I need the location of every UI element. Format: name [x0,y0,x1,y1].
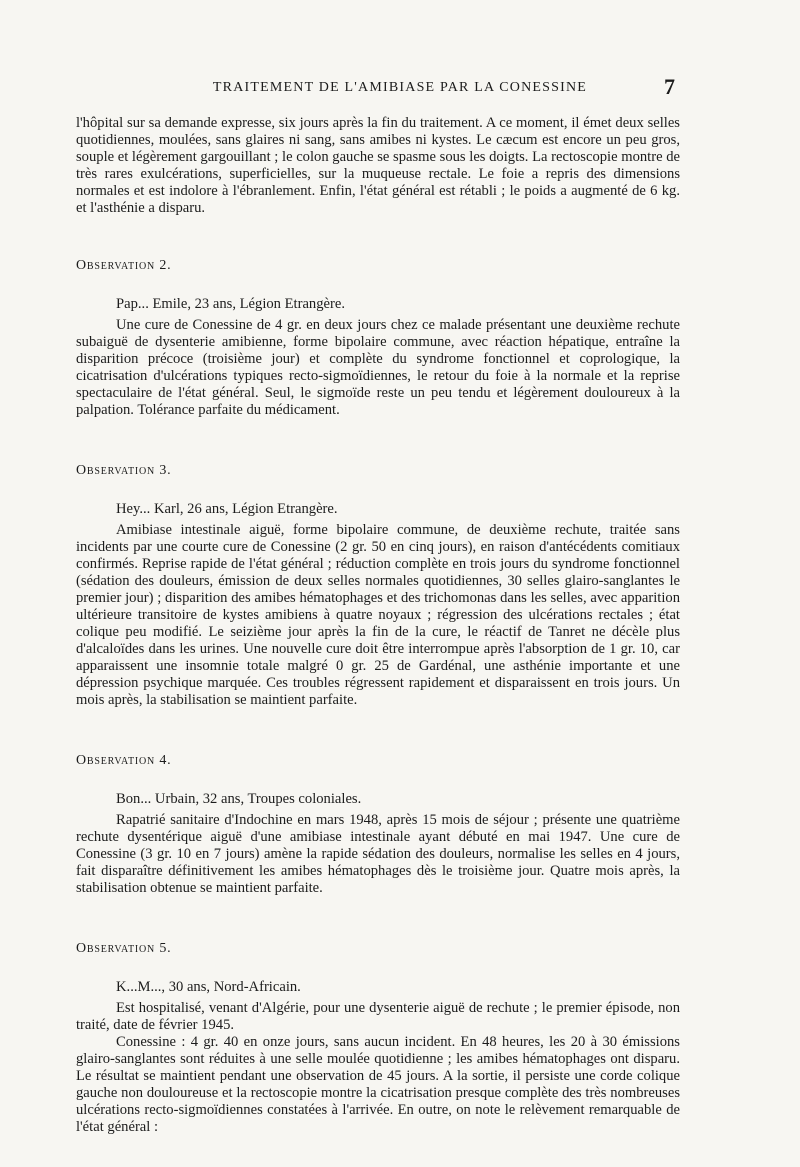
observation-5 [76,940,680,1136]
observation-heading: Observation 4. [76,753,172,768]
patient-line: Bon... Urbain, 32 ans, Troupes coloniales. [116,791,362,807]
observation-2 [76,257,680,419]
observation-paragraph: Conessine : 4 gr. 40 en onze jours, sans aucun incident. En 48 heures, les 20 à 30 émissions glairo-sanglantes sont réduites à une selle moulée quotidienne ; les amibes hématophages ont disparu. Le résultat se maintient pendant une observation de 45 jours. A la sortie, il persiste une corde colique gauche non douloureuse et la rectoscopie montre la cicatrisation presque complète des très nombreuses ulcérations recto-sigmoïdiennes constatées à l'arrivée. En outre, on note le relèvement remarquable de l'état général : [76,1034,680,1135]
patient-line: Pap... Emile, 23 ans, Légion Etrangère. [116,296,345,312]
observation-paragraph: Est hospitalisé, venant d'Algérie, pour une dysenterie aiguë de rechute ; le premier épisode, non traité, date de février 1945. [76,1000,680,1033]
patient-line: Hey... Karl, 26 ans, Légion Etrangère. [116,501,338,517]
observation-paragraph: Rapatrié sanitaire d'Indochine en mars 1948, après 15 mois de séjour ; présente une quatrième rechute dysentérique aiguë d'une amibiase intestinale ayant débuté en mai 1947. Une cure de Conessine (3 gr. 10 en 7 jours) amène la rapide sédation des douleurs, normalise les selles en 4 jours, fait disparaître définitivement les amibes hématophages dès le troisième jour. Quatre mois après, la stabilisation obtenue se maintient parfaite. [76,812,680,896]
observation-heading: Observation 2. [76,258,172,273]
intro-paragraph: l'hôpital sur sa demande expresse, six jours après la fin du traitement. A ce moment, il émet deux selles quotidiennes, moulées, sans glaires ni sang, sans amibes ni kystes. Le cæcum est encore un peu gros, souple et légèrement gargouillant ; le colon gauche se spasme sous les doigts. La rectoscopie montre de très rares exulcérations, superficielles, sur la muqueuse rectale. Le foie a repris des dimensions normales et est indolore à l'ébranlement. Enfin, l'état général est rétabli ; le poids a augmenté de 6 kg. et l'asthénie a disparu. [76,115,680,216]
observation-paragraph: Amibiase intestinale aiguë, forme bipolaire commune, de deuxième rechute, traitée sans incidents par une courte cure de Conessine (2 gr. 50 en cinq jours), en raison d'antécédents comitiaux confirmés. Reprise rapide de l'état général ; réduction complète en trois jours du syndrome fonctionnel (sédation des douleurs, émission de deux selles normales quotidiennes, 30 selles glairo-sanglantes le premier jour) ; disparition des amibes hématophages et des trichomonas dans les selles, avec apparition ultérieure transitoire de kystes amibiens à quatre noyaux ; régression des ulcérations rectales ; état colique peu modifié. Le seizième jour après la fin de la cure, le réactif de Tanret ne décèle plus d'alcaloïdes dans les urines. Une nouvelle cure doit être interrompue après l'absorption de 1 gr. 10, car apparaissent une insomnie totale malgré 0 gr. 25 de Gardénal, une asthénie importante et une dépression psychique marquée. Ces troubles régressent rapidement et disparaissent en trois jours. Un mois après, la stabilisation se maintient parfaite. [76,522,680,708]
patient-line: K...M..., 30 ans, Nord-Africain. [116,979,301,995]
observation-4 [76,752,680,897]
observation-3 [76,462,680,709]
observation-heading: Observation 3. [76,463,172,478]
running-title: TRAITEMENT DE L'AMIBIASE PAR LA CONESSINE [212,80,588,95]
observation-paragraph: Une cure de Conessine de 4 gr. en deux jours chez ce malade présentant une deuxième rechute subaiguë de dysenterie amibienne, forme bipolaire commune, avec réaction hépatique, entraîne la disparition précoce (troisième jour) et complète du syndrome fonctionnel et coprologique, la cicatrisation d'ulcérations typiques recto-sigmoïdiennes, le retour du foie à la normale et la reprise spectaculaire de l'état général. Seul, le sigmoïde reste un peu tendu et légèrement douloureux à la palpation. Tolérance parfaite du médicament. [76,317,680,418]
page-number: 7 [664,74,675,99]
observation-heading: Observation 5. [76,941,172,956]
document-body [76,115,680,1136]
